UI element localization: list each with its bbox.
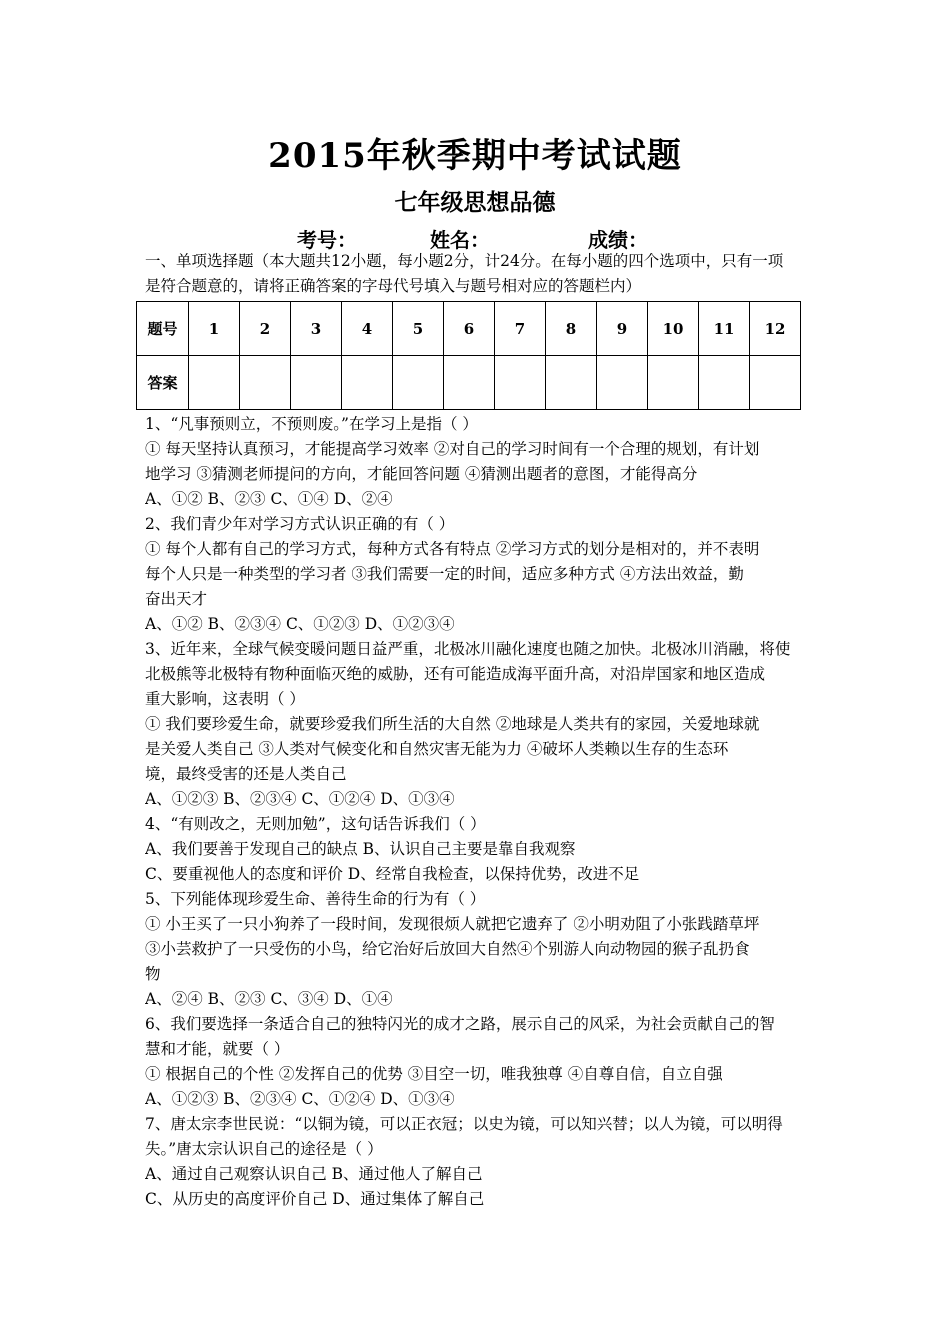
question-line: 慧和才能，就要（ ） <box>145 1040 290 1058</box>
question-line: 7、唐太宗李世民说：“以铜为镜，可以正衣冠；以史为镜，可以知兴替；以人为镜，可以明得 <box>145 1115 783 1133</box>
row-label-answer: 答案 <box>137 356 189 410</box>
question-line: 奋出天才 <box>145 590 208 608</box>
question-line: 境，最终受害的还是人类自己 <box>145 765 347 783</box>
question-number-cell: 9 <box>597 302 648 356</box>
section-instruction <box>145 249 810 299</box>
question-line: 2、我们青少年对学习方式认识正确的有（ ） <box>145 515 455 533</box>
question-line: C、从历史的高度评价自己 D、通过集体了解自己 <box>145 1190 485 1208</box>
question-number-row <box>137 302 801 356</box>
exam-number-label: 考号： <box>297 228 357 252</box>
answer-table <box>136 301 801 410</box>
question-line: ① 每个人都有自己的学习方式，每种方式各有特点 ②学习方式的划分是相对的，并不表明 <box>145 540 760 558</box>
question-line: 1、“凡事预则立，不预则废。”在学习上是指（ ） <box>145 415 478 433</box>
answer-cell[interactable] <box>699 356 750 410</box>
question-line: ① 根据自己的个性 ②发挥自己的优势 ③目空一切，唯我独尊 ④自尊自信，自立自强 <box>145 1065 723 1083</box>
question-number-cell: 1 <box>189 302 240 356</box>
answer-cell[interactable] <box>393 356 444 410</box>
question-number-cell: 10 <box>648 302 699 356</box>
question-number-cell: 5 <box>393 302 444 356</box>
question-line: ③小芸救护了一只受伤的小鸟，给它治好后放回大自然④个别游人向动物园的猴子乱扔食 <box>145 940 750 958</box>
answer-cell[interactable] <box>240 356 291 410</box>
question-line: 6、我们要选择一条适合自己的独特闪光的成才之路，展示自己的风采，为社会贡献自己的智 <box>145 1015 775 1033</box>
answer-cell[interactable] <box>444 356 495 410</box>
question-line: 重大影响，这表明（ ） <box>145 690 305 708</box>
question-number-cell: 6 <box>444 302 495 356</box>
question-line: A、①② B、②③④ C、①②③ D、①②③④ <box>145 615 455 633</box>
question-line: 地学习 ③猜测老师提问的方向，才能回答问题 ④猜测出题者的意图，才能得高分 <box>145 465 698 483</box>
question-number-cell: 2 <box>240 302 291 356</box>
question-line: 3、近年来，全球气候变暖问题日益严重，北极冰川融化速度也随之加快。北极冰川消融，将使 <box>145 640 791 658</box>
question-number-cell: 3 <box>291 302 342 356</box>
question-line: 失。”唐太宗认识自己的途径是（ ） <box>145 1140 383 1158</box>
question-line: 是关爱人类自己 ③人类对气候变化和自然灾害无能为力 ④破坏人类赖以生存的生态环 <box>145 740 729 758</box>
question-number-cell: 8 <box>546 302 597 356</box>
answer-cell[interactable] <box>546 356 597 410</box>
question-line: A、①② B、②③ C、①④ D、②④ <box>145 490 393 508</box>
answer-cell[interactable] <box>648 356 699 410</box>
question-line: A、我们要善于发现自己的缺点 B、认识自己主要是靠自我观察 <box>145 840 576 858</box>
question-line: A、通过自己观察认识自己 B、通过他人了解自己 <box>145 1165 483 1183</box>
question-line: A、①②③ B、②③④ C、①②④ D、①③④ <box>145 790 455 808</box>
instruction-line: 是符合题意的，请将正确答案的字母代号填入与题号相对应的答题栏内） <box>145 277 642 295</box>
answer-cell[interactable] <box>750 356 801 410</box>
answer-cell[interactable] <box>342 356 393 410</box>
question-number-cell: 12 <box>750 302 801 356</box>
answer-cell[interactable] <box>189 356 240 410</box>
score-label: 成绩： <box>588 228 648 252</box>
exam-subtitle: 七年级思想品德 <box>394 190 556 216</box>
question-line: 北极熊等北极特有物种面临灭绝的威胁，还有可能造成海平面升高，对沿岸国家和地区造成 <box>145 665 766 683</box>
question-line: A、①②③ B、②③④ C、①②④ D、①③④ <box>145 1090 455 1108</box>
row-label-question-number: 题号 <box>137 302 189 356</box>
question-number-cell: 4 <box>342 302 393 356</box>
question-list <box>145 412 810 1212</box>
question-line: C、要重视他人的态度和评价 D、经常自我检查，以保持优势，改进不足 <box>145 865 640 883</box>
question-line: ① 我们要珍爱生命，就要珍爱我们所生活的大自然 ②地球是人类共有的家园，关爱地球就 <box>145 715 760 733</box>
question-line: 物 <box>145 965 161 983</box>
answer-cell[interactable] <box>495 356 546 410</box>
question-number-cell: 11 <box>699 302 750 356</box>
question-line: ① 小王买了一只小狗养了一段时间，发现很烦人就把它遗弃了 ②小明劝阻了小张践踏草坪 <box>145 915 760 933</box>
exam-title: 2015年秋季期中考试试题 <box>268 136 682 176</box>
question-line: A、②④ B、②③ C、③④ D、①④ <box>145 990 393 1008</box>
instruction-line: 一、单项选择题（本大题共12小题，每小题2分，计24分。在每小题的四个选项中，只有一项 <box>145 252 784 270</box>
name-label: 姓名： <box>430 228 490 252</box>
question-line: 4、“有则改之，无则加勉”，这句话告诉我们（ ） <box>145 815 486 833</box>
question-number-cell: 7 <box>495 302 546 356</box>
answer-cell[interactable] <box>597 356 648 410</box>
answer-cell[interactable] <box>291 356 342 410</box>
question-line: 5、下列能体现珍爱生命、善待生命的行为有（ ） <box>145 890 486 908</box>
answer-row <box>137 356 801 410</box>
question-line: 每个人只是一种类型的学习者 ③我们需要一定的时间，适应多种方式 ④方法出效益，勤 <box>145 565 744 583</box>
question-line: ① 每天坚持认真预习，才能提高学习效率 ②对自己的学习时间有一个合理的规划，有计划 <box>145 440 760 458</box>
